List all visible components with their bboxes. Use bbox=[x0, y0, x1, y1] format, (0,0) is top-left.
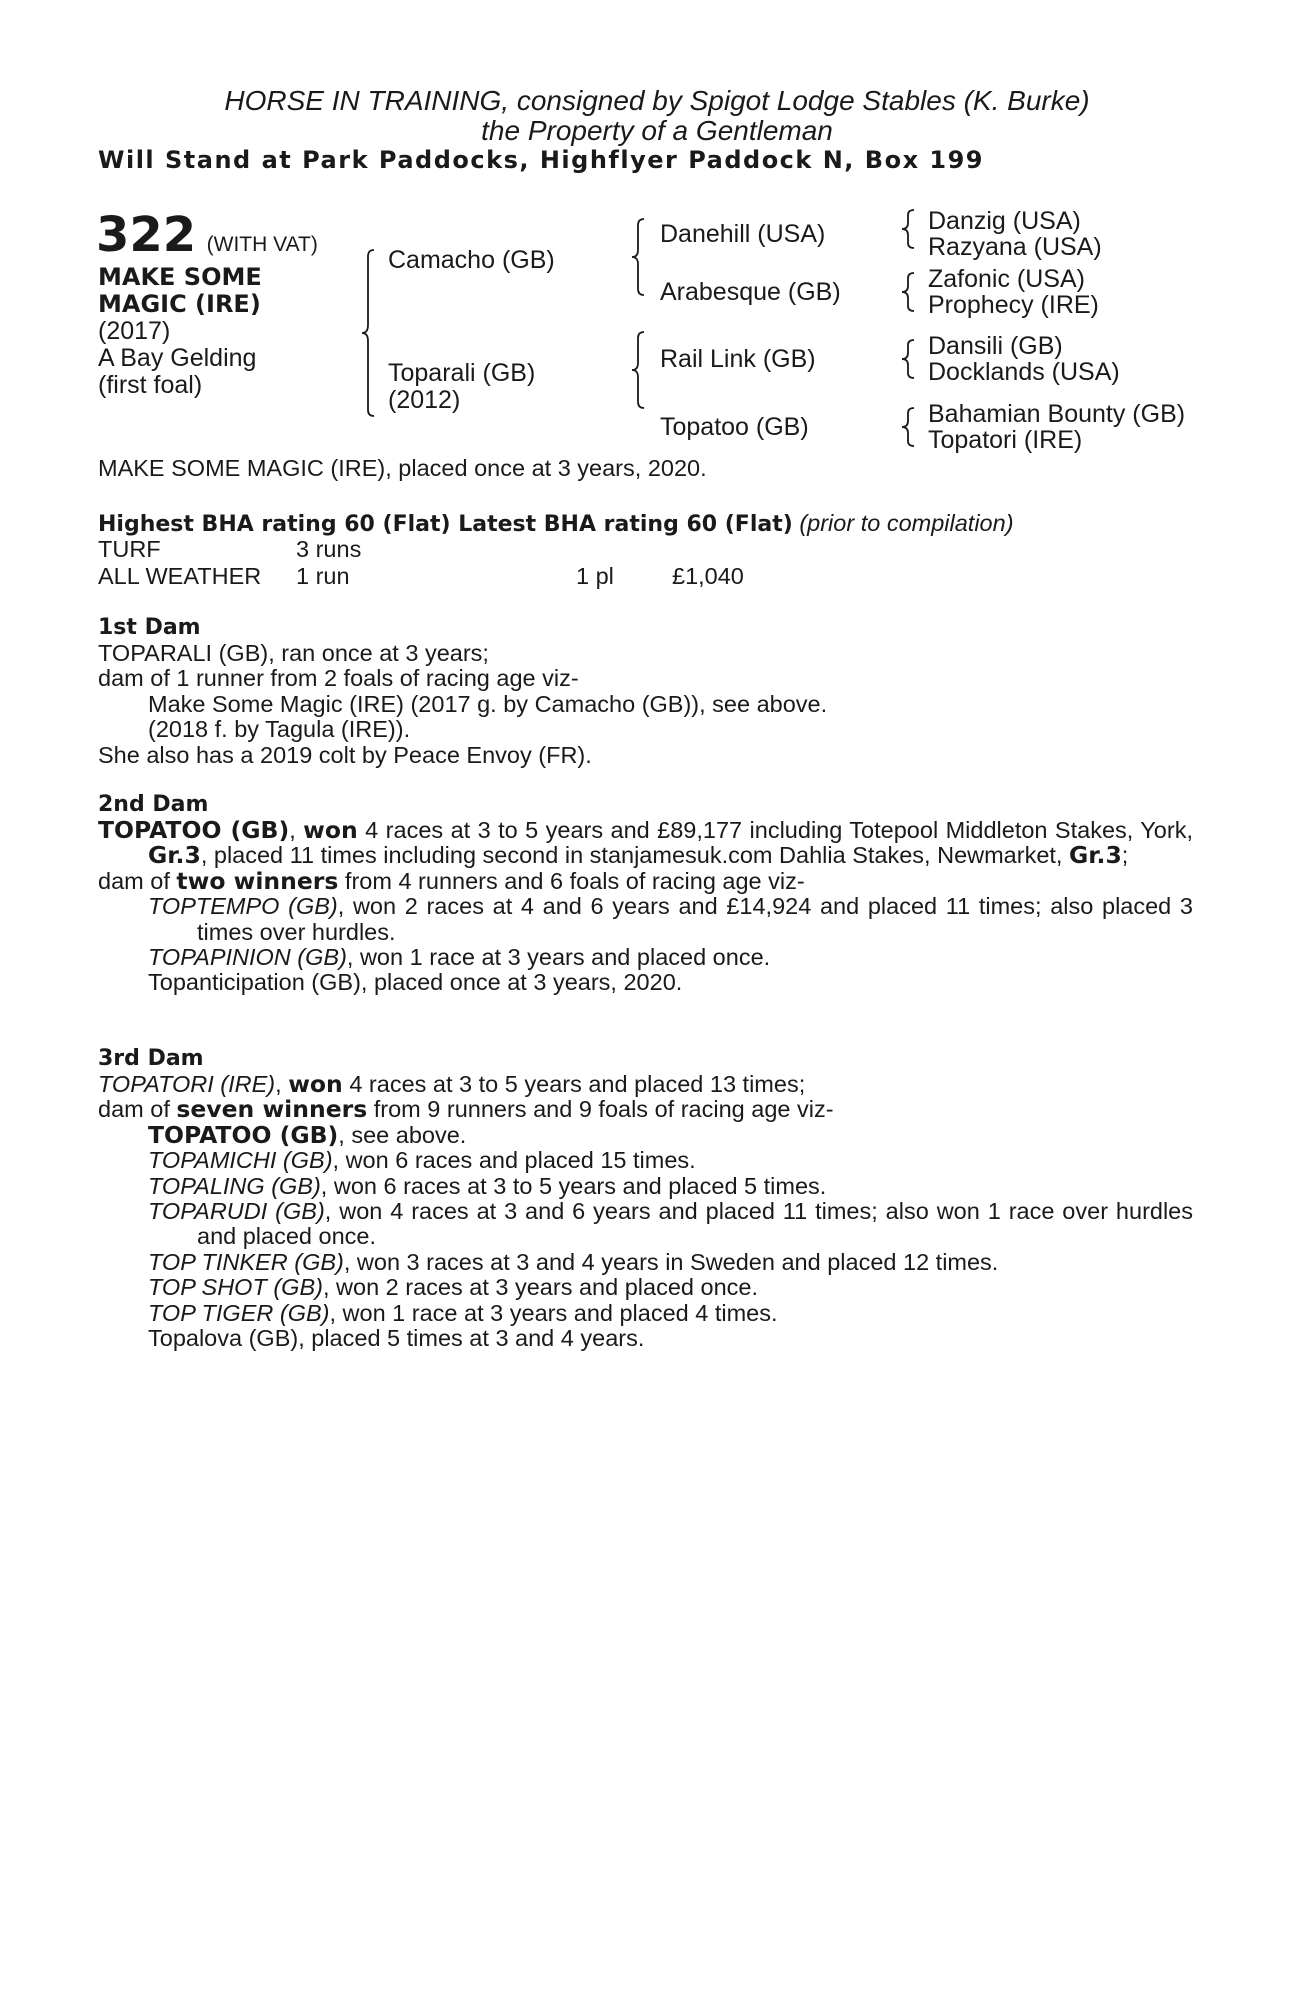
produce-text: , won 3 races at 3 and 4 years in Sweden and placed 12 times. bbox=[343, 1248, 999, 1275]
won-label: won bbox=[303, 816, 358, 844]
location-line: Will Stand at Park Paddocks, Highflyer Paddock N, Box 199 bbox=[98, 146, 984, 174]
produce-name: TOPATOO (GB) bbox=[148, 1120, 339, 1149]
record-text: 4 races at 3 to 5 years and placed 13 times; bbox=[342, 1071, 806, 1097]
produce-item bbox=[98, 1148, 1193, 1173]
produce-text: , won 1 race at 3 years and placed 4 times. bbox=[329, 1299, 778, 1326]
produce-name: TOPAMICHI (GB) bbox=[148, 1147, 333, 1174]
aw-runs: 1 run bbox=[296, 563, 350, 589]
gen3-name-5: Dansili (GB) bbox=[928, 332, 1063, 360]
first-dam-heading: 1st Dam bbox=[98, 615, 201, 640]
produce-item bbox=[98, 1174, 1193, 1199]
produce-text: , won 2 races at 4 and 6 years and £14,924 and placed 11 times; also placed 3 times over hurdles. bbox=[197, 893, 1193, 945]
g2-bracket bbox=[900, 271, 920, 313]
aw-placed: 1 pl bbox=[576, 563, 614, 589]
horse-description: A Bay Gelding bbox=[98, 344, 257, 372]
first-dam-line: TOPARALI (GB), ran once at 3 years; bbox=[98, 640, 489, 666]
gen3-name-6: Docklands (USA) bbox=[928, 358, 1120, 386]
turf-runs: 3 runs bbox=[296, 536, 362, 562]
lot-number: 322 bbox=[96, 207, 197, 263]
dam-sire-name: Rail Link (GB) bbox=[660, 345, 816, 373]
sire-parents-bracket bbox=[630, 217, 650, 297]
consignor-line: HORSE IN TRAINING, consigned by Spigot Lodge Stables (K. Burke) bbox=[224, 85, 1090, 116]
winners-count: two winners bbox=[176, 866, 339, 895]
first-dam-note: She also has a 2019 colt by Peace Envoy (FR). bbox=[98, 741, 592, 768]
gen3-name-8: Topatori (IRE) bbox=[928, 426, 1083, 454]
first-dam-section bbox=[98, 615, 1193, 768]
g4-bracket bbox=[900, 406, 920, 448]
gen3-name-3: Zafonic (USA) bbox=[928, 265, 1085, 293]
sire-name: Camacho (GB) bbox=[388, 246, 555, 274]
winners-count: seven winners bbox=[176, 1095, 368, 1124]
produce-name: TOP SHOT (GB) bbox=[148, 1274, 323, 1301]
dam-year: (2012) bbox=[388, 386, 461, 414]
record-text: 4 races at 3 to 5 years and £89,177 including Totepool Middleton Stakes, York, bbox=[357, 817, 1193, 843]
dam-parents-bracket bbox=[630, 330, 650, 410]
produce-item bbox=[98, 1275, 1193, 1300]
foaling-year: (2017) bbox=[98, 317, 171, 345]
third-dam-produce-intro bbox=[98, 1097, 1193, 1122]
intro-text: dam of bbox=[98, 867, 177, 894]
first-dam-produce-intro: dam of 1 runner from 2 foals of racing age viz- bbox=[98, 665, 579, 692]
horse-name-line2: MAGIC (IRE) bbox=[98, 290, 261, 318]
produce-item bbox=[98, 894, 1193, 945]
second-dam-name: TOPATOO (GB) bbox=[98, 816, 290, 844]
produce-item: (2018 f. by Tagula (IRE)). bbox=[148, 716, 411, 743]
third-dam-heading: 3rd Dam bbox=[98, 1046, 204, 1071]
produce-text: , won 2 races at 3 years and placed once. bbox=[322, 1274, 758, 1301]
produce-item bbox=[98, 945, 1193, 970]
race-summary: MAKE SOME MAGIC (IRE), placed once at 3 years, 2020. bbox=[98, 455, 707, 481]
vat-note: (WITH VAT) bbox=[206, 233, 318, 256]
produce-item bbox=[98, 1120, 1193, 1149]
produce-item: Topanticipation (GB), placed once at 3 years, 2020. bbox=[148, 969, 683, 996]
produce-text: , won 4 races at 3 and 6 years and placed 11 times; also won 1 race over hurdles and placed once. bbox=[197, 1198, 1194, 1250]
gen3-name-7: Bahamian Bounty (GB) bbox=[928, 400, 1186, 428]
produce-text: , won 6 races at 3 to 5 years and placed 5 times. bbox=[320, 1172, 827, 1199]
horse-name-line1: MAKE SOME bbox=[98, 263, 262, 291]
third-dam-record bbox=[98, 1072, 1193, 1097]
foal-note: (first foal) bbox=[98, 371, 203, 399]
second-dam-section bbox=[98, 792, 1193, 996]
record-text: , placed 11 times including second in stanjamesuk.com Dahlia Stakes, Newmarket, bbox=[200, 842, 1069, 869]
sire-sire-name: Danehill (USA) bbox=[660, 220, 826, 248]
g1-bracket bbox=[900, 208, 920, 250]
grade-badge: Gr.3 bbox=[148, 841, 201, 870]
intro-text: from 9 runners and 9 foals of racing age viz- bbox=[367, 1096, 834, 1123]
produce-name: TOP TIGER (GB) bbox=[148, 1299, 330, 1326]
produce-text: , won 1 race at 3 years and placed once. bbox=[346, 944, 771, 971]
ratings-note: (prior to compilation) bbox=[799, 510, 1014, 536]
gen3-name-4: Prophecy (IRE) bbox=[928, 291, 1099, 319]
aw-prize: £1,040 bbox=[672, 563, 744, 589]
second-dam-record: TOPATOO (GB), won 4 races at 3 to 5 years and £89,177 including Totepool Middleton Stakes, York, Gr.3, placed 11 times including second in stanjamesuk.com Dahlia Stakes, Newmarket, Gr.3; bbox=[98, 816, 1193, 870]
record-text: , bbox=[275, 1071, 289, 1097]
produce-item bbox=[98, 1199, 1193, 1250]
won-label: won bbox=[288, 1070, 343, 1098]
dam-dam-name: Topatoo (GB) bbox=[660, 413, 809, 441]
produce-item: Topalova (GB), placed 5 times at 3 and 4 years. bbox=[148, 1325, 645, 1352]
intro-text: dam of bbox=[98, 1096, 177, 1123]
produce-name: TOPTEMPO (GB) bbox=[148, 893, 338, 920]
sire-dam-bracket bbox=[360, 248, 380, 418]
produce-item bbox=[98, 1250, 1193, 1275]
produce-name: TOPALING (GB) bbox=[148, 1172, 321, 1199]
produce-name: TOP TINKER (GB) bbox=[148, 1248, 344, 1275]
third-dam-name: TOPATORI (IRE) bbox=[98, 1071, 276, 1097]
gen3-name-1: Danzig (USA) bbox=[928, 207, 1081, 235]
sire-dam-name: Arabesque (GB) bbox=[660, 278, 841, 306]
turf-label: TURF bbox=[98, 536, 161, 562]
produce-item: Make Some Magic (IRE) (2017 g. by Camacho (GB)), see above. bbox=[148, 690, 828, 717]
produce-text: , won 6 races and placed 15 times. bbox=[332, 1147, 696, 1174]
gen3-name-2: Razyana (USA) bbox=[928, 233, 1102, 261]
produce-name: TOPAPINION (GB) bbox=[148, 944, 347, 971]
intro-text: from 4 runners and 6 foals of racing age viz- bbox=[338, 867, 805, 894]
grade-badge: Gr.3 bbox=[1068, 841, 1122, 870]
dam-name: Toparali (GB) bbox=[388, 359, 536, 387]
second-dam-heading: 2nd Dam bbox=[98, 792, 209, 817]
third-dam-section bbox=[98, 1046, 1193, 1351]
ratings-bold: Highest BHA rating 60 (Flat) Latest BHA rating 60 (Flat) bbox=[98, 512, 793, 537]
g3-bracket bbox=[900, 338, 920, 380]
produce-item bbox=[98, 1301, 1193, 1326]
property-line: the Property of a Gentleman bbox=[481, 115, 833, 146]
produce-text: , see above. bbox=[338, 1121, 467, 1148]
aw-label: ALL WEATHER bbox=[98, 563, 262, 589]
ratings-line bbox=[98, 510, 1014, 538]
lot-block bbox=[96, 207, 318, 263]
record-text: ; bbox=[1121, 842, 1129, 869]
second-dam-produce-intro bbox=[98, 866, 1193, 895]
produce-name: TOPARUDI (GB) bbox=[148, 1198, 325, 1225]
